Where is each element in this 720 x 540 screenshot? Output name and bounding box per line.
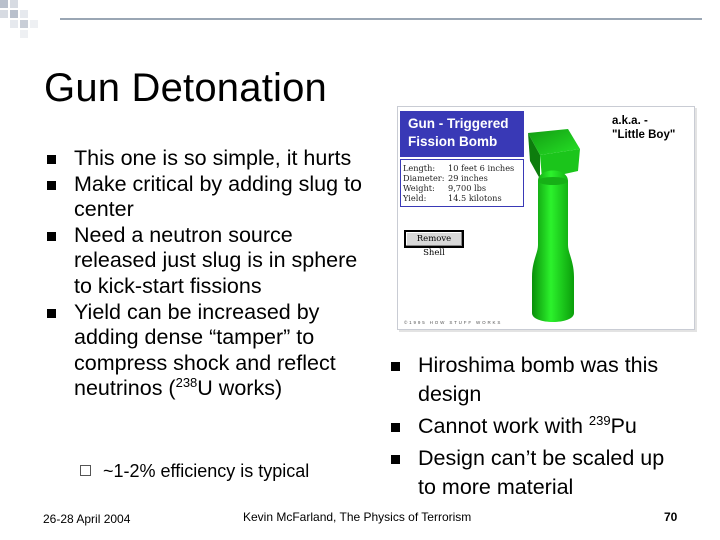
corner-decoration [0, 0, 720, 40]
left-bullet-list [40, 146, 400, 402]
bullet-item: Yield can be increased by adding dense “tamper” to compress shock and reflect neutrinos ($^{238}$U works) [40, 300, 400, 402]
bullet-square-icon [391, 362, 400, 371]
slide-title: Gun Detonation [44, 66, 327, 110]
figure-specs-box [400, 159, 524, 207]
spec-row: Weight: 9,700 lbs [403, 183, 487, 193]
bullet-square-icon [47, 232, 56, 241]
top-rule [60, 18, 702, 20]
little-boy-bomb-illustration [508, 127, 598, 327]
bullet-square-icon [391, 455, 400, 464]
bullet-item: This one is so simple, it hurts [40, 146, 400, 172]
bullet-item: Make critical by adding slug to center [40, 172, 400, 223]
bullet-square-icon [47, 155, 56, 164]
figure-credit: © 1 9 9 5 H O W S T U F F W O R K S [404, 320, 501, 325]
bullet-square-icon [47, 309, 56, 318]
bomb-figure [397, 106, 695, 330]
bullet-item: Design can’t be scaled up to more material [390, 442, 710, 503]
figure-aka-label: a.k.a. - "Little Boy" [612, 115, 676, 141]
remove-shell-button[interactable]: Remove Shell [404, 230, 464, 248]
spec-row: Length: 10 feet 6 inches [403, 163, 515, 173]
spec-row: Yield: 14.5 kilotons [403, 193, 502, 203]
footer-credit: Kevin McFarland, The Physics of Terrorism [243, 510, 472, 524]
figure-title-box: Gun - Triggered Fission Bomb [400, 111, 524, 157]
bullet-item: Need a neutron source released just slug is in sphere to kick-start fissions [40, 223, 400, 300]
spec-row: Diameter: 29 inches [403, 173, 488, 183]
bullet-square-icon [391, 423, 400, 432]
page-number: 70 [664, 510, 678, 524]
hollow-square-icon [80, 465, 91, 476]
right-bullet-list [390, 349, 710, 503]
bullet-square-icon [47, 181, 56, 190]
sub-bullet: ~1-2% efficiency is typical [40, 459, 360, 483]
bullet-item: Hiroshima bomb was this design [390, 349, 710, 410]
footer-date: 26-28 April 2004 [43, 512, 131, 526]
bullet-item: Cannot work with $^{239}$Pu [390, 410, 710, 442]
